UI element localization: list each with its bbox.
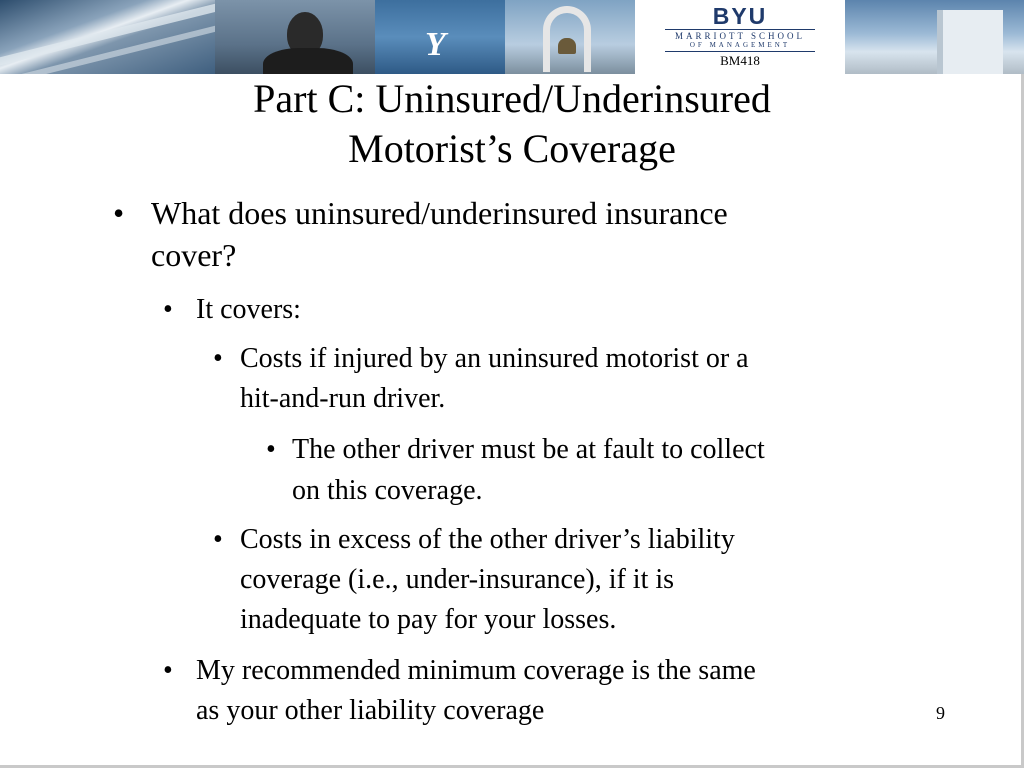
slide-title-line-1: Part C: Uninsured/Underinsured xyxy=(253,76,771,121)
page-number: 9 xyxy=(936,703,945,723)
byu-marriott-logo xyxy=(635,0,845,74)
bullet-text: My recommended minimum coverage is the same as your other liability coverage xyxy=(196,655,756,726)
course-code: BM418 xyxy=(720,53,760,68)
slide-title-line-2: Motorist’s Coverage xyxy=(348,126,676,171)
building-icon xyxy=(937,10,1003,74)
bullet-item-level-2 xyxy=(163,290,301,330)
bullet-dot-icon: • xyxy=(266,434,276,465)
bullet-text: Costs in excess of the other driver’s liability coverage (i.e., under-insurance), if it is inadequate to pay for your losses. xyxy=(240,524,735,635)
bullet-item-level-1 xyxy=(113,192,728,276)
banner-photo-campus-building xyxy=(845,0,1024,74)
logo-school-text: MARRIOTT SCHOOL xyxy=(674,31,806,41)
bullet-dot-icon: • xyxy=(213,343,223,374)
bullet-dot-icon: • xyxy=(113,195,125,231)
bullet-item-level-4 xyxy=(266,429,765,511)
banner-photo-bell-tower xyxy=(505,0,635,74)
bullet-item-level-3 xyxy=(213,520,735,640)
bullet-dot-icon: • xyxy=(213,524,223,555)
bullet-text: What does uninsured/underinsured insurance cover? xyxy=(151,195,728,273)
bullet-item-level-3 xyxy=(213,339,749,419)
banner-photo-building-glass xyxy=(0,0,215,74)
bell-icon xyxy=(558,38,576,54)
bullet-text: It covers: xyxy=(196,294,301,325)
bullet-text: The other driver must be at fault to collect on this coverage. xyxy=(292,434,765,506)
bullet-text: Costs if injured by an uninsured motorist or a hit-and-run driver. xyxy=(240,343,749,414)
header-banner xyxy=(0,0,1024,74)
y-logo-icon: Y xyxy=(425,26,446,63)
banner-photo-y-mountain xyxy=(375,0,505,74)
bullet-item-level-2 xyxy=(163,651,756,731)
logo-management-text: OF MANAGEMENT xyxy=(689,41,791,49)
slide-title xyxy=(130,74,894,174)
banner-photo-statue xyxy=(215,0,375,74)
logo-byu-text: BYU xyxy=(712,3,768,29)
bullet-dot-icon: • xyxy=(163,655,173,686)
bullet-dot-icon: • xyxy=(163,294,173,325)
